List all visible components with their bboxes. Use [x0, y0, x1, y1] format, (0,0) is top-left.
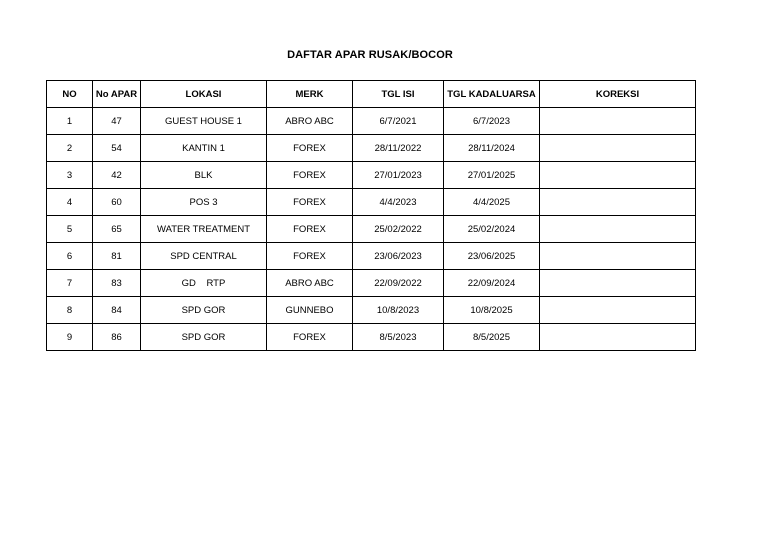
cell-koreksi	[540, 297, 696, 324]
cell-no: 8	[47, 297, 93, 324]
cell-no-apar: 81	[93, 243, 141, 270]
cell-no: 6	[47, 243, 93, 270]
header-lokasi: LOKASI	[141, 81, 267, 108]
header-merk: MERK	[267, 81, 353, 108]
table-body	[47, 108, 696, 351]
cell-lokasi: SPD CENTRAL	[141, 243, 267, 270]
cell-koreksi	[540, 270, 696, 297]
table-row	[47, 297, 696, 324]
cell-lokasi: GD RTP	[141, 270, 267, 297]
cell-tgl-isi: 10/8/2023	[353, 297, 444, 324]
document-title: DAFTAR APAR RUSAK/BOCOR	[287, 49, 453, 61]
header-koreksi: KOREKSI	[540, 81, 696, 108]
header-no: NO	[47, 81, 93, 108]
cell-merk: FOREX	[267, 189, 353, 216]
cell-no-apar: 65	[93, 216, 141, 243]
cell-no-apar: 47	[93, 108, 141, 135]
cell-no-apar: 86	[93, 324, 141, 351]
cell-tgl-kadaluarsa: 6/7/2023	[444, 108, 540, 135]
table-row	[47, 135, 696, 162]
table-row	[47, 270, 696, 297]
header-tgl-kadaluarsa: TGL KADALUARSA	[444, 81, 540, 108]
cell-koreksi	[540, 243, 696, 270]
cell-koreksi	[540, 189, 696, 216]
cell-no: 5	[47, 216, 93, 243]
table-header-row	[47, 81, 696, 108]
cell-koreksi	[540, 108, 696, 135]
cell-lokasi: SPD GOR	[141, 324, 267, 351]
cell-tgl-kadaluarsa: 23/06/2025	[444, 243, 540, 270]
cell-merk: FOREX	[267, 135, 353, 162]
cell-tgl-isi: 28/11/2022	[353, 135, 444, 162]
table-row	[47, 216, 696, 243]
cell-merk: FOREX	[267, 216, 353, 243]
cell-tgl-isi: 25/02/2022	[353, 216, 444, 243]
cell-lokasi: WATER TREATMENT	[141, 216, 267, 243]
cell-no: 2	[47, 135, 93, 162]
cell-lokasi: KANTIN 1	[141, 135, 267, 162]
cell-merk: ABRO ABC	[267, 270, 353, 297]
cell-tgl-isi: 8/5/2023	[353, 324, 444, 351]
table-row	[47, 108, 696, 135]
cell-tgl-kadaluarsa: 10/8/2025	[444, 297, 540, 324]
cell-no-apar: 84	[93, 297, 141, 324]
cell-koreksi	[540, 324, 696, 351]
cell-tgl-kadaluarsa: 25/02/2024	[444, 216, 540, 243]
cell-merk: FOREX	[267, 243, 353, 270]
cell-koreksi	[540, 135, 696, 162]
cell-merk: GUNNEBO	[267, 297, 353, 324]
cell-no-apar: 42	[93, 162, 141, 189]
cell-tgl-kadaluarsa: 22/09/2024	[444, 270, 540, 297]
cell-tgl-kadaluarsa: 27/01/2025	[444, 162, 540, 189]
table-row	[47, 324, 696, 351]
cell-tgl-kadaluarsa: 4/4/2025	[444, 189, 540, 216]
cell-no: 7	[47, 270, 93, 297]
cell-tgl-isi: 22/09/2022	[353, 270, 444, 297]
cell-merk: FOREX	[267, 162, 353, 189]
cell-tgl-isi: 23/06/2023	[353, 243, 444, 270]
cell-koreksi	[540, 162, 696, 189]
cell-tgl-kadaluarsa: 8/5/2025	[444, 324, 540, 351]
cell-lokasi: BLK	[141, 162, 267, 189]
cell-no: 3	[47, 162, 93, 189]
cell-tgl-isi: 27/01/2023	[353, 162, 444, 189]
cell-tgl-isi: 6/7/2021	[353, 108, 444, 135]
table-row	[47, 162, 696, 189]
cell-koreksi	[540, 216, 696, 243]
apar-table	[46, 80, 696, 351]
cell-lokasi: SPD GOR	[141, 297, 267, 324]
table-row	[47, 243, 696, 270]
table-row	[47, 189, 696, 216]
header-no-apar: No APAR	[93, 81, 141, 108]
cell-no: 1	[47, 108, 93, 135]
cell-lokasi: GUEST HOUSE 1	[141, 108, 267, 135]
cell-tgl-isi: 4/4/2023	[353, 189, 444, 216]
cell-tgl-kadaluarsa: 28/11/2024	[444, 135, 540, 162]
cell-lokasi: POS 3	[141, 189, 267, 216]
cell-no: 4	[47, 189, 93, 216]
cell-merk: ABRO ABC	[267, 108, 353, 135]
header-tgl-isi: TGL ISI	[353, 81, 444, 108]
cell-no-apar: 83	[93, 270, 141, 297]
cell-merk: FOREX	[267, 324, 353, 351]
cell-no: 9	[47, 324, 93, 351]
cell-no-apar: 60	[93, 189, 141, 216]
cell-no-apar: 54	[93, 135, 141, 162]
